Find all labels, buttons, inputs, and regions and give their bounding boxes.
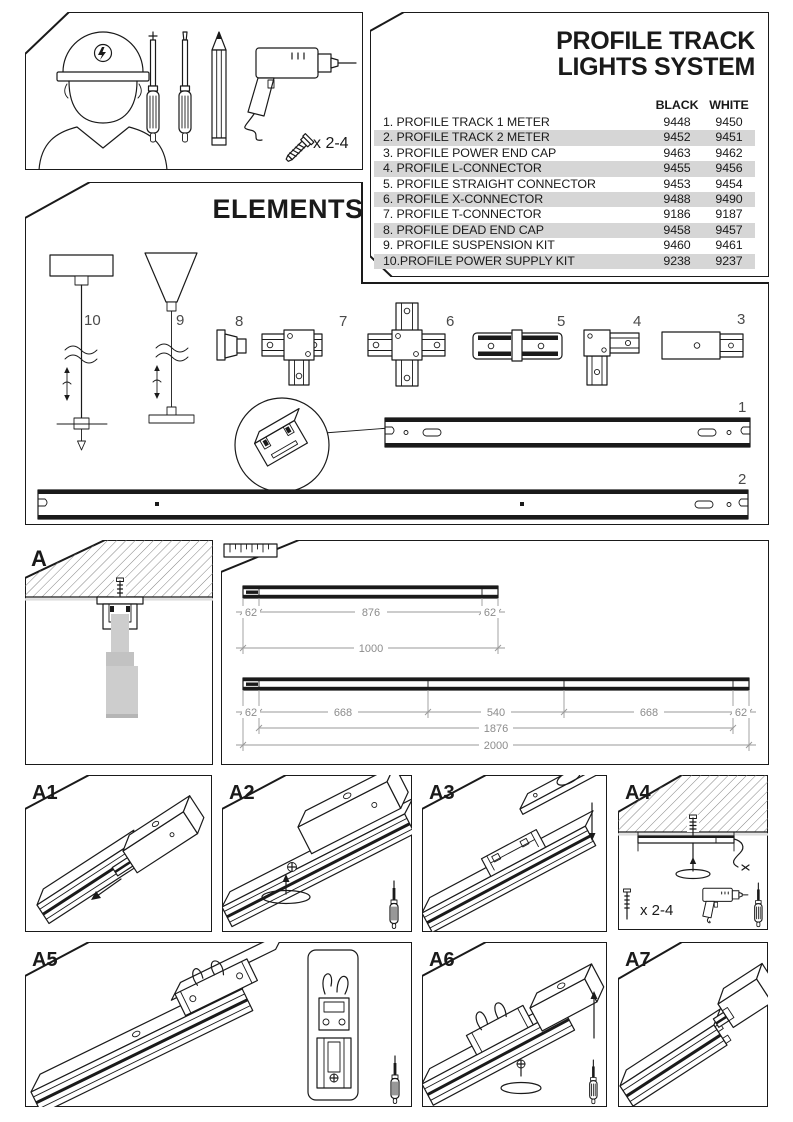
mount-overview-panel [25, 540, 213, 765]
step-a3-panel [422, 775, 607, 932]
part-name: 3. PROFILE POWER END CAP [383, 145, 557, 160]
element-label-3: 3 [737, 311, 746, 328]
part-code-black: 9452 [663, 130, 691, 145]
part-code-black: 9488 [663, 191, 691, 206]
dim-track1-mid: 876 [361, 607, 381, 619]
part-name: 7. PROFILE T-CONNECTOR [383, 207, 542, 222]
page-title-line1: PROFILE TRACK [556, 27, 755, 55]
part-code-black: 9186 [663, 207, 691, 222]
part-code-white: 9461 [715, 238, 743, 253]
mount-screw [114, 578, 126, 597]
part-name: 10.PROFILE POWER SUPPLY KIT [383, 253, 575, 268]
dim-track2-seg2: 668 [639, 707, 659, 719]
parts-table-header [374, 98, 755, 115]
element-power-end-cap [662, 332, 743, 359]
dim-track2-left: 62 [244, 707, 258, 719]
element-label-1: 1 [738, 399, 747, 416]
wiring-detail-inset [308, 950, 358, 1100]
element-track-1m [385, 418, 750, 447]
dim-track2-total: 2000 [483, 740, 509, 752]
tools-screw-count: x 2-4 [313, 135, 349, 152]
a4-screw-count: x 2-4 [640, 902, 674, 919]
part-code-black: 9238 [663, 253, 691, 268]
element-label-4: 4 [633, 313, 642, 330]
part-code-black: 9458 [663, 222, 691, 237]
tools-panel [25, 12, 363, 170]
step-a7-label: A7 [625, 949, 651, 971]
fixture-lamp-rim [106, 714, 138, 718]
part-name: 6. PROFILE X-CONNECTOR [383, 191, 544, 206]
step-a7-panel [618, 942, 768, 1107]
step-a3-label: A3 [429, 782, 455, 804]
part-code-white: 9490 [715, 191, 743, 206]
part-code-black: 9453 [663, 176, 691, 191]
part-name: 5. PROFILE STRAIGHT CONNECTOR [383, 176, 596, 191]
step-a1-label: A1 [32, 782, 58, 804]
element-label-10: 10 [84, 312, 101, 329]
part-code-white: 9456 [715, 161, 743, 176]
dimensions-panel [221, 540, 769, 765]
element-label-8: 8 [235, 313, 244, 330]
step-a4-label: A4 [625, 782, 651, 804]
dim-track1-right: 62 [483, 607, 497, 619]
dim-track2-mid: 540 [486, 707, 506, 719]
part-code-white: 9462 [715, 145, 743, 160]
parts-table-row [374, 161, 755, 176]
part-code-black: 9455 [663, 161, 691, 176]
page-title-line2: LIGHTS SYSTEM [557, 53, 755, 81]
element-label-6: 6 [446, 313, 455, 330]
dim-track2-inner: 1876 [483, 723, 509, 735]
element-label-2: 2 [738, 471, 747, 488]
element-label-9: 9 [176, 312, 185, 329]
element-label-5: 5 [557, 313, 566, 330]
section-label: A [31, 546, 47, 571]
column-header-black: BLACK [655, 98, 699, 112]
parts-table-row [374, 115, 755, 130]
part-code-black: 9448 [663, 115, 691, 129]
elements-panel [25, 182, 769, 525]
part-code-white: 9450 [715, 115, 743, 129]
page-title [556, 28, 755, 80]
part-code-white: 9454 [715, 176, 743, 191]
part-name: 2. PROFILE TRACK 2 METER [383, 130, 550, 145]
step-a5-label: A5 [32, 949, 58, 971]
parts-table-row [374, 130, 755, 145]
step-a5-panel [25, 942, 412, 1107]
part-code-black: 9463 [663, 145, 691, 160]
element-label-7: 7 [339, 313, 348, 330]
part-code-white: 9187 [715, 207, 743, 222]
dim-track1-left: 62 [244, 607, 258, 619]
part-code-white: 9237 [715, 253, 743, 268]
dim-track2-seg1: 668 [333, 707, 353, 719]
step-a2-panel [222, 775, 412, 932]
part-name: 8. PROFILE DEAD END CAP [383, 222, 544, 237]
pencil-icon [212, 32, 226, 145]
step-a4-panel [618, 775, 768, 930]
part-code-white: 9451 [715, 130, 743, 145]
dim-track1-total: 1000 [358, 643, 384, 655]
fixture-lamp-body [106, 666, 138, 718]
part-name: 4. PROFILE L-CONNECTOR [383, 161, 542, 176]
step-a2-label: A2 [229, 782, 255, 804]
dim-track2-right: 62 [734, 707, 748, 719]
step-a1-panel [25, 775, 212, 932]
part-name: 9. PROFILE SUSPENSION KIT [383, 238, 555, 253]
step-a6-panel [422, 942, 607, 1107]
fixture-adapter [111, 614, 129, 652]
fixture-joint [106, 652, 134, 666]
part-code-white: 9457 [715, 222, 743, 237]
element-straight-connector [473, 330, 562, 361]
step-a6-label: A6 [429, 949, 455, 971]
element-track-2m [38, 490, 748, 519]
parts-table-row [374, 146, 755, 161]
part-code-black: 9460 [663, 238, 691, 253]
ruler-icon [224, 544, 277, 557]
column-header-white: WHITE [709, 98, 749, 112]
part-name: 1. PROFILE TRACK 1 METER [383, 115, 550, 129]
elements-heading: ELEMENTS [212, 194, 364, 224]
